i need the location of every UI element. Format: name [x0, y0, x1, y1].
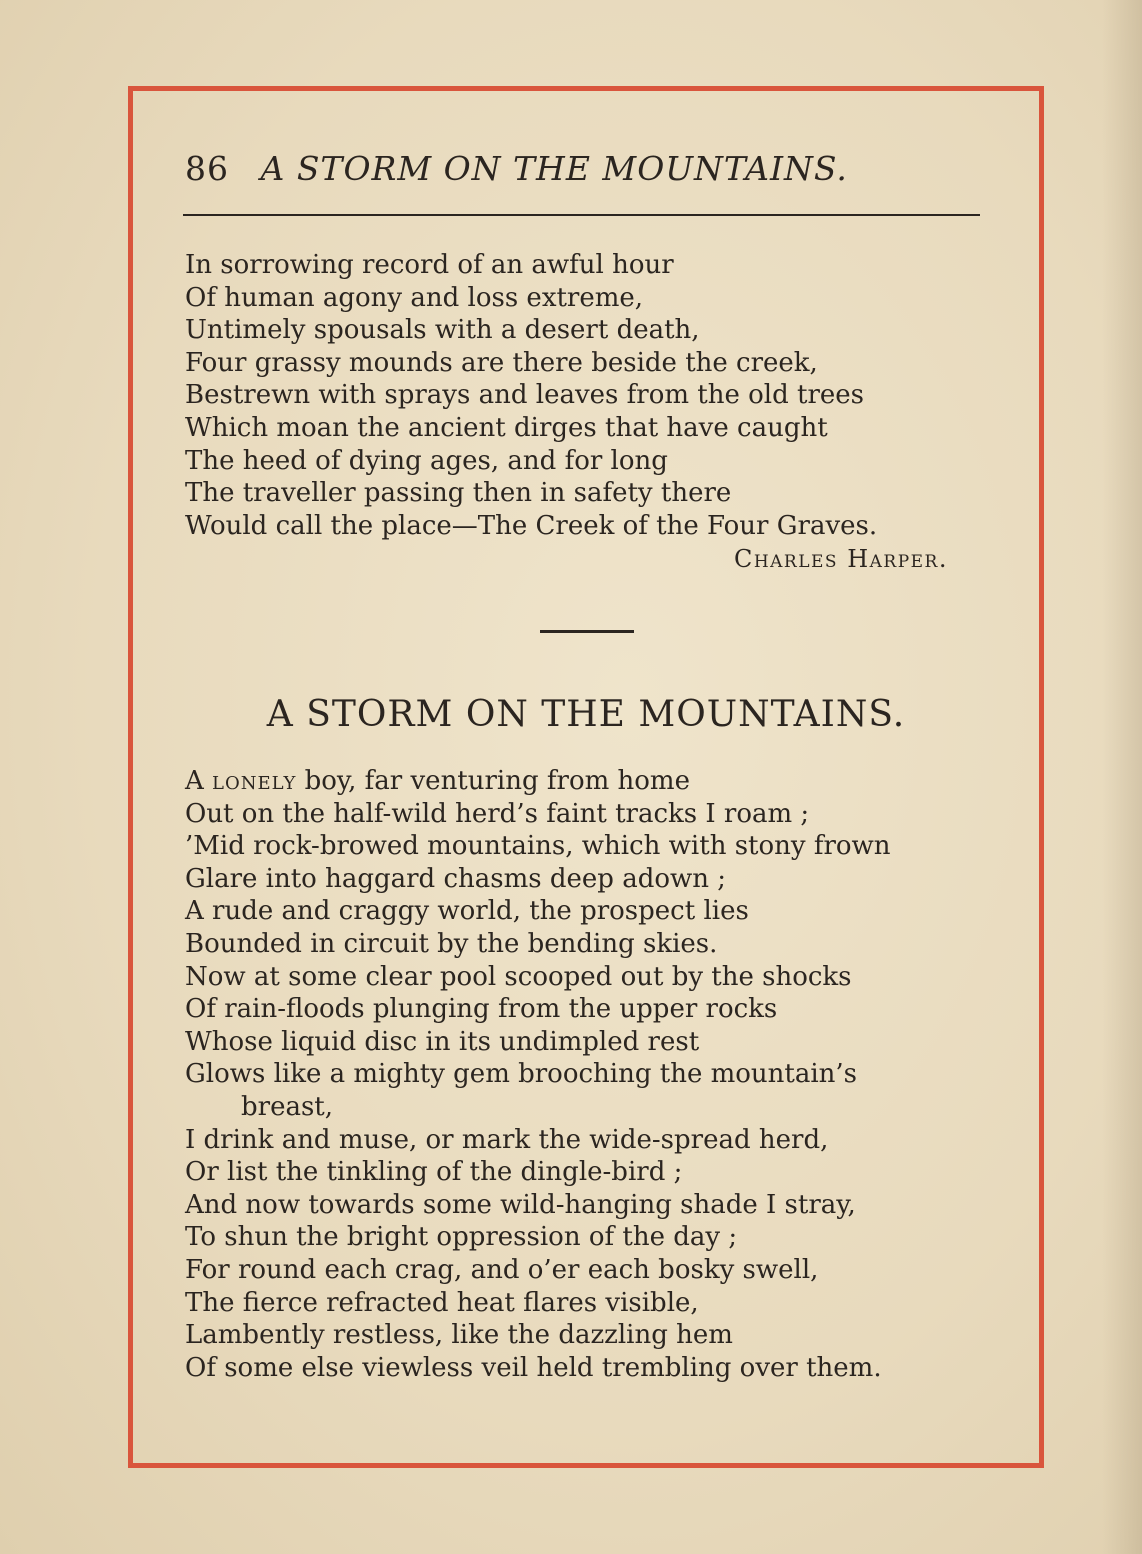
author-attribution: Charles Harper. — [733, 545, 948, 573]
poem-line: Glows like a mighty gem brooching the mountain’s — [185, 1059, 858, 1090]
poem-line: Out on the half-wild herd’s faint tracks I roam ; — [185, 798, 810, 829]
poem-line: ’Mid rock-browed mountains, which with stony frown — [185, 831, 891, 862]
previous-poem-ending — [185, 249, 877, 542]
poem-first-line — [185, 765, 891, 798]
poem-line: Of human agony and loss extreme, — [185, 282, 644, 313]
page-number: 86 — [185, 149, 229, 188]
poem-line: For round each crag, and o’er each bosky swell, — [185, 1254, 819, 1285]
poem-line: The heed of dying ages, and for long — [185, 445, 668, 476]
poem-line: Would call the place—The Creek of the Four Graves. — [185, 510, 878, 541]
poem-line: Now at some clear pool scooped out by the shocks — [185, 961, 852, 992]
first-line-rest: boy, far venturing from home — [296, 766, 690, 796]
first-word: A — [185, 766, 204, 796]
poem-line: The fierce refracted heat flares visible, — [185, 1287, 699, 1318]
poem-line: A rude and craggy world, the prospect lies — [185, 896, 749, 927]
poem-line: Untimely spousals with a desert death, — [185, 315, 700, 346]
first-word-smallcaps: lonely — [212, 766, 297, 796]
poem-line: And now towards some wild-hanging shade I stray, — [185, 1189, 856, 1220]
page-edge-shadow — [1102, 0, 1142, 1554]
poem-line: I drink and muse, or mark the wide-spread herd, — [185, 1124, 829, 1155]
poem-title: A STORM ON THE MOUNTAINS. — [266, 694, 906, 735]
section-divider — [540, 630, 634, 633]
poem-line: Glare into haggard chasms deep adown ; — [185, 863, 727, 894]
poem-line: The traveller passing then in safety there — [185, 478, 732, 509]
poem-body — [185, 765, 891, 1384]
poem-line: Of rain-floods plunging from the upper rocks — [185, 994, 778, 1025]
poem-line: To shun the bright oppression of the day ; — [185, 1222, 738, 1253]
poem-line: Lambently restless, like the dazzling hem — [185, 1320, 733, 1351]
red-border-frame — [128, 86, 1044, 1468]
header-rule — [183, 214, 980, 216]
poem-line: Bestrewn with sprays and leaves from the old trees — [185, 380, 864, 411]
poem-line: Of some else viewless veil held trembling over them. — [185, 1352, 882, 1383]
poem-line-continuation: breast, — [241, 1091, 334, 1122]
poem-line: Which moan the ancient dirges that have caught — [185, 412, 828, 443]
poem-line: Whose liquid disc in its undimpled rest — [185, 1026, 700, 1057]
running-title: A STORM ON THE MOUNTAINS. — [260, 149, 848, 188]
poem-line: In sorrowing record of an awful hour — [185, 250, 674, 280]
poem-line: Bounded in circuit by the bending skies. — [185, 928, 718, 959]
poem-line: Or list the tinkling of the dingle-bird ; — [185, 1157, 683, 1188]
running-head — [185, 149, 848, 188]
poem-line: Four grassy mounds are there beside the creek, — [185, 347, 818, 378]
